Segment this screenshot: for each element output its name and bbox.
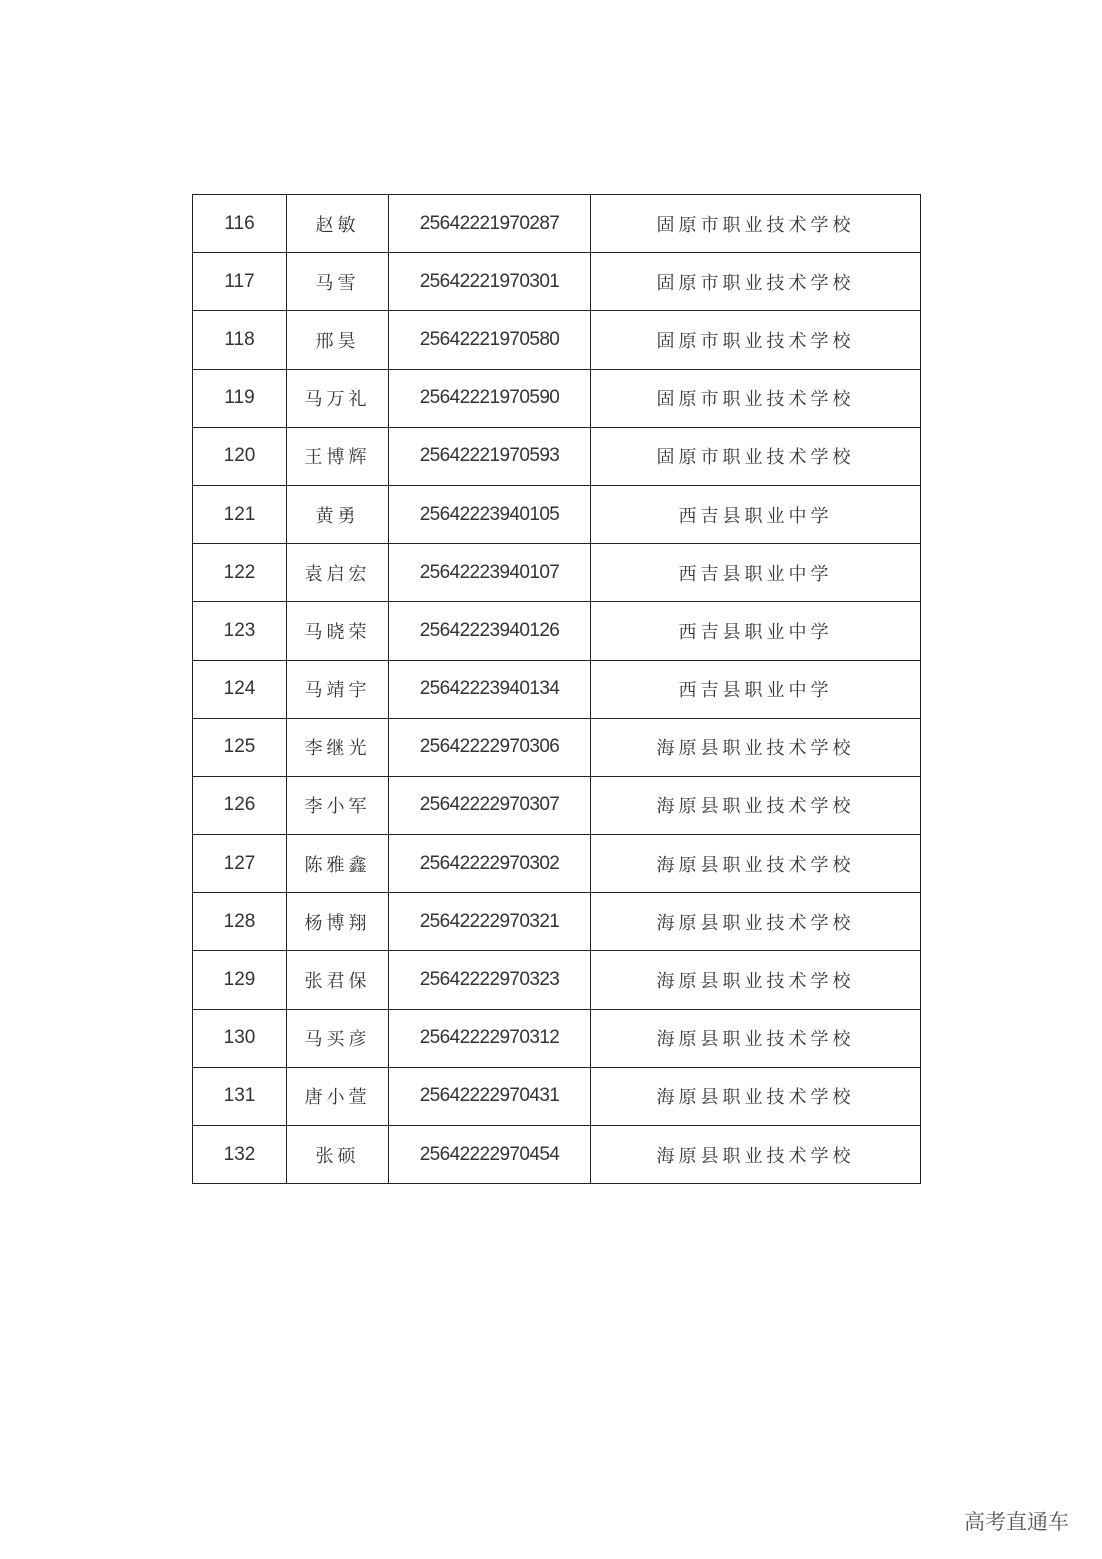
table-row — [193, 195, 921, 253]
school-name: 固原市职业技术学校 — [591, 427, 921, 485]
exam-id: 25642222970321 — [389, 893, 591, 951]
row-number: 127 — [193, 835, 287, 893]
exam-id: 25642221970593 — [389, 427, 591, 485]
exam-id: 25642222970323 — [389, 951, 591, 1009]
student-name: 张硕 — [287, 1126, 389, 1184]
table-row — [193, 369, 921, 427]
table-row — [193, 544, 921, 602]
exam-id: 25642222970307 — [389, 776, 591, 834]
school-name: 固原市职业技术学校 — [591, 369, 921, 427]
watermark: 高考直通车 — [964, 1510, 1069, 1534]
exam-id: 25642223940126 — [389, 602, 591, 660]
row-number: 131 — [193, 1067, 287, 1125]
exam-id: 25642221970580 — [389, 311, 591, 369]
table-row — [193, 311, 921, 369]
student-name: 张君保 — [287, 951, 389, 1009]
student-name: 唐小萱 — [287, 1067, 389, 1125]
table-row — [193, 951, 921, 1009]
exam-id: 25642221970301 — [389, 253, 591, 311]
school-name: 海原县职业技术学校 — [591, 776, 921, 834]
table-row — [193, 1067, 921, 1125]
school-name: 海原县职业技术学校 — [591, 893, 921, 951]
row-number: 119 — [193, 369, 287, 427]
student-name: 马靖宇 — [287, 660, 389, 718]
table-row — [193, 718, 921, 776]
row-number: 118 — [193, 311, 287, 369]
student-name: 陈雅鑫 — [287, 835, 389, 893]
table-row — [193, 776, 921, 834]
row-number: 126 — [193, 776, 287, 834]
exam-id: 25642221970590 — [389, 369, 591, 427]
student-name: 李继光 — [287, 718, 389, 776]
table-row — [193, 835, 921, 893]
exam-id: 25642221970287 — [389, 195, 591, 253]
row-number: 116 — [193, 195, 287, 253]
student-list-table — [192, 194, 921, 1184]
student-name: 杨博翔 — [287, 893, 389, 951]
school-name: 固原市职业技术学校 — [591, 195, 921, 253]
row-number: 128 — [193, 893, 287, 951]
school-name: 西吉县职业中学 — [591, 660, 921, 718]
student-name: 邢昊 — [287, 311, 389, 369]
school-name: 固原市职业技术学校 — [591, 253, 921, 311]
student-name: 马万礼 — [287, 369, 389, 427]
row-number: 121 — [193, 485, 287, 543]
table-row — [193, 1009, 921, 1067]
exam-id: 25642223940134 — [389, 660, 591, 718]
school-name: 海原县职业技术学校 — [591, 1009, 921, 1067]
student-name: 马晓荣 — [287, 602, 389, 660]
school-name: 海原县职业技术学校 — [591, 951, 921, 1009]
student-name: 黄勇 — [287, 485, 389, 543]
table-row — [193, 602, 921, 660]
student-name: 赵敏 — [287, 195, 389, 253]
exam-id: 25642223940105 — [389, 485, 591, 543]
school-name: 西吉县职业中学 — [591, 544, 921, 602]
student-name: 李小军 — [287, 776, 389, 834]
school-name: 海原县职业技术学校 — [591, 718, 921, 776]
row-number: 120 — [193, 427, 287, 485]
table-row — [193, 660, 921, 718]
exam-id: 25642222970306 — [389, 718, 591, 776]
table-row — [193, 893, 921, 951]
table-row — [193, 485, 921, 543]
school-name: 固原市职业技术学校 — [591, 311, 921, 369]
student-name: 马买彦 — [287, 1009, 389, 1067]
table-row — [193, 1126, 921, 1184]
row-number: 123 — [193, 602, 287, 660]
school-name: 西吉县职业中学 — [591, 485, 921, 543]
row-number: 129 — [193, 951, 287, 1009]
exam-id: 25642222970454 — [389, 1126, 591, 1184]
exam-id: 25642222970431 — [389, 1067, 591, 1125]
exam-id: 25642222970302 — [389, 835, 591, 893]
row-number: 132 — [193, 1126, 287, 1184]
school-name: 西吉县职业中学 — [591, 602, 921, 660]
exam-id: 25642222970312 — [389, 1009, 591, 1067]
student-name: 袁启宏 — [287, 544, 389, 602]
row-number: 125 — [193, 718, 287, 776]
school-name: 海原县职业技术学校 — [591, 1126, 921, 1184]
school-name: 海原县职业技术学校 — [591, 1067, 921, 1125]
table-row — [193, 427, 921, 485]
row-number: 117 — [193, 253, 287, 311]
table-row — [193, 253, 921, 311]
row-number: 122 — [193, 544, 287, 602]
student-name: 马雪 — [287, 253, 389, 311]
school-name: 海原县职业技术学校 — [591, 835, 921, 893]
row-number: 124 — [193, 660, 287, 718]
student-name: 王博辉 — [287, 427, 389, 485]
exam-id: 25642223940107 — [389, 544, 591, 602]
row-number: 130 — [193, 1009, 287, 1067]
